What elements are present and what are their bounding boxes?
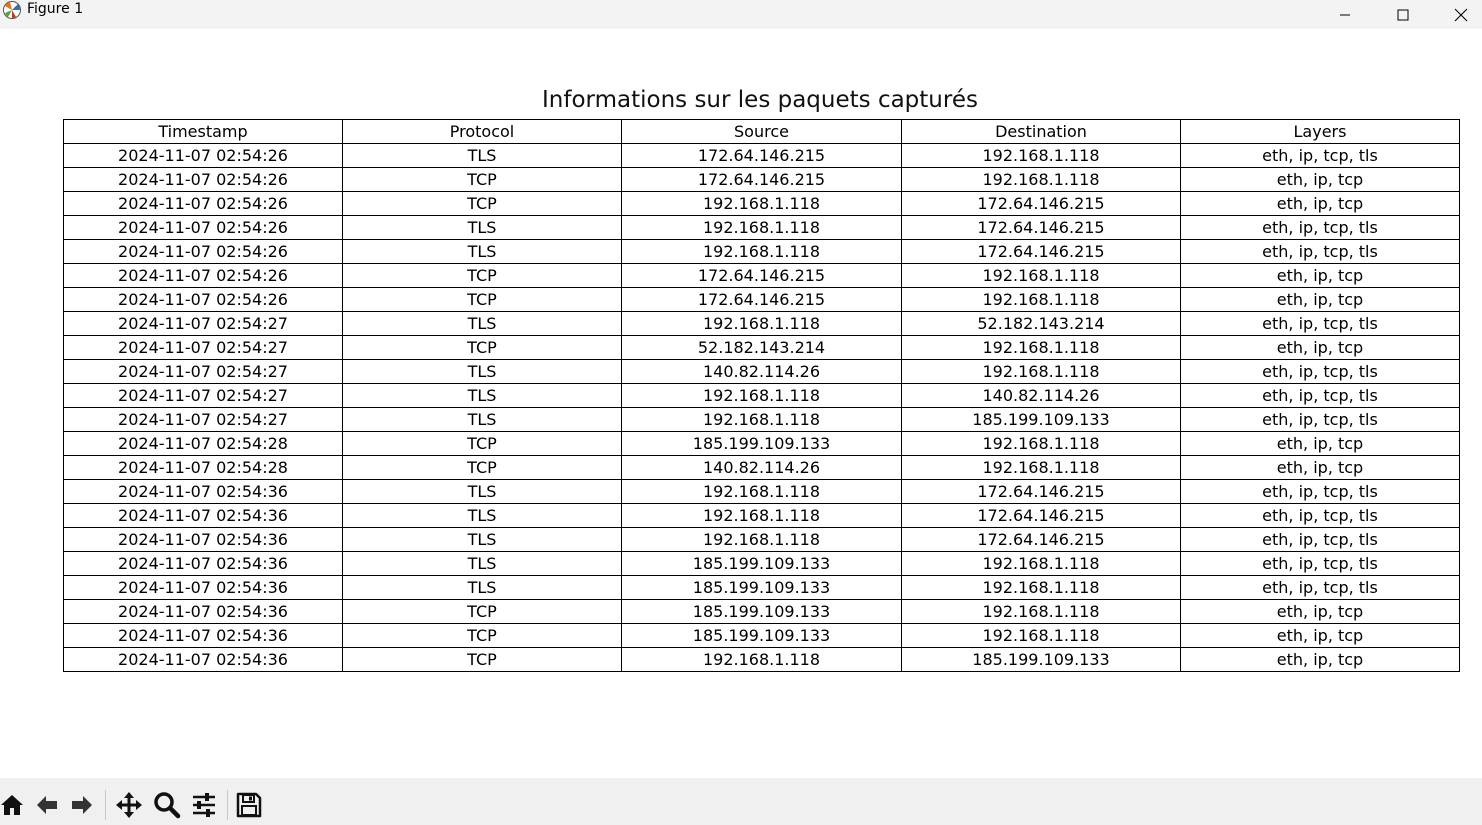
cell-timestamp: 2024-11-07 02:54:26: [64, 192, 343, 216]
cell-protocol: TCP: [343, 336, 622, 360]
cell-timestamp: 2024-11-07 02:54:36: [64, 624, 343, 648]
cell-layers: eth, ip, tcp, tls: [1181, 240, 1460, 264]
cell-protocol: TLS: [343, 408, 622, 432]
table-row: [64, 528, 1460, 552]
forward-icon: [69, 792, 95, 818]
close-button[interactable]: [1432, 0, 1482, 29]
table-row: [64, 312, 1460, 336]
matplotlib-logo-icon: [2, 0, 22, 20]
column-header-timestamp: Timestamp: [64, 120, 343, 144]
cell-layers: eth, ip, tcp, tls: [1181, 408, 1460, 432]
cell-protocol: TLS: [343, 216, 622, 240]
pan-button[interactable]: [114, 790, 144, 820]
cell-protocol: TLS: [343, 480, 622, 504]
cell-destination: 172.64.146.215: [902, 528, 1181, 552]
cell-timestamp: 2024-11-07 02:54:26: [64, 144, 343, 168]
table-row: [64, 360, 1460, 384]
cell-destination: 52.182.143.214: [902, 312, 1181, 336]
cell-source: 140.82.114.26: [622, 456, 902, 480]
maximize-icon: [1397, 9, 1409, 21]
cell-destination: 192.168.1.118: [902, 552, 1181, 576]
table-row: [64, 504, 1460, 528]
table-row: [64, 384, 1460, 408]
table-row: [64, 600, 1460, 624]
cell-source: 185.199.109.133: [622, 432, 902, 456]
window-title: Figure 1: [27, 1, 84, 17]
home-icon: [0, 792, 25, 818]
cell-destination: 192.168.1.118: [902, 432, 1181, 456]
table-row: [64, 576, 1460, 600]
table-row: [64, 624, 1460, 648]
packets-table: [63, 119, 1460, 672]
cell-timestamp: 2024-11-07 02:54:27: [64, 384, 343, 408]
cell-timestamp: 2024-11-07 02:54:27: [64, 408, 343, 432]
cell-destination: 172.64.146.215: [902, 192, 1181, 216]
table-row: [64, 336, 1460, 360]
column-header-source: Source: [622, 120, 902, 144]
table-row: [64, 456, 1460, 480]
cell-destination: 192.168.1.118: [902, 456, 1181, 480]
cell-timestamp: 2024-11-07 02:54:36: [64, 552, 343, 576]
cell-destination: 192.168.1.118: [902, 336, 1181, 360]
cell-timestamp: 2024-11-07 02:54:26: [64, 264, 343, 288]
cell-source: 192.168.1.118: [622, 312, 902, 336]
cell-source: 192.168.1.118: [622, 408, 902, 432]
home-button[interactable]: [0, 790, 27, 820]
cell-source: 192.168.1.118: [622, 480, 902, 504]
cell-protocol: TCP: [343, 264, 622, 288]
cell-protocol: TCP: [343, 648, 622, 672]
cell-layers: eth, ip, tcp: [1181, 288, 1460, 312]
table-row: [64, 264, 1460, 288]
cell-protocol: TLS: [343, 144, 622, 168]
cell-protocol: TLS: [343, 384, 622, 408]
cell-layers: eth, ip, tcp: [1181, 264, 1460, 288]
cell-destination: 192.168.1.118: [902, 168, 1181, 192]
back-icon: [34, 792, 60, 818]
cell-protocol: TCP: [343, 600, 622, 624]
column-header-destination: Destination: [902, 120, 1181, 144]
cell-destination: 192.168.1.118: [902, 600, 1181, 624]
cell-protocol: TCP: [343, 168, 622, 192]
cell-timestamp: 2024-11-07 02:54:27: [64, 360, 343, 384]
cell-protocol: TLS: [343, 528, 622, 552]
cell-source: 185.199.109.133: [622, 576, 902, 600]
cell-source: 192.168.1.118: [622, 528, 902, 552]
cell-destination: 192.168.1.118: [902, 360, 1181, 384]
cell-timestamp: 2024-11-07 02:54:26: [64, 168, 343, 192]
cell-layers: eth, ip, tcp: [1181, 192, 1460, 216]
cell-layers: eth, ip, tcp, tls: [1181, 216, 1460, 240]
cell-protocol: TLS: [343, 552, 622, 576]
table-row: [64, 648, 1460, 672]
forward-button[interactable]: [67, 790, 97, 820]
figure-canvas: [0, 29, 1482, 778]
table-row: [64, 432, 1460, 456]
cell-destination: 172.64.146.215: [902, 480, 1181, 504]
table-row: [64, 168, 1460, 192]
cell-layers: eth, ip, tcp: [1181, 600, 1460, 624]
cell-source: 192.168.1.118: [622, 192, 902, 216]
cell-source: 192.168.1.118: [622, 648, 902, 672]
cell-protocol: TCP: [343, 288, 622, 312]
figure-title: Informations sur les paquets capturés: [542, 87, 978, 113]
cell-source: 52.182.143.214: [622, 336, 902, 360]
cell-layers: eth, ip, tcp, tls: [1181, 360, 1460, 384]
cell-destination: 172.64.146.215: [902, 240, 1181, 264]
cell-layers: eth, ip, tcp: [1181, 624, 1460, 648]
cell-layers: eth, ip, tcp: [1181, 432, 1460, 456]
table-row: [64, 288, 1460, 312]
cell-timestamp: 2024-11-07 02:54:26: [64, 240, 343, 264]
toolbar-separator: [227, 790, 228, 820]
cell-protocol: TLS: [343, 504, 622, 528]
cell-destination: 192.168.1.118: [902, 576, 1181, 600]
cell-timestamp: 2024-11-07 02:54:27: [64, 336, 343, 360]
cell-source: 172.64.146.215: [622, 144, 902, 168]
cell-destination: 140.82.114.26: [902, 384, 1181, 408]
minimize-icon: [1339, 9, 1351, 21]
title-bar: [0, 0, 1482, 29]
cell-source: 192.168.1.118: [622, 504, 902, 528]
cell-destination: 192.168.1.118: [902, 288, 1181, 312]
cell-source: 192.168.1.118: [622, 384, 902, 408]
cell-source: 172.64.146.215: [622, 264, 902, 288]
cell-layers: eth, ip, tcp, tls: [1181, 312, 1460, 336]
cell-protocol: TLS: [343, 576, 622, 600]
cell-source: 192.168.1.118: [622, 240, 902, 264]
cell-source: 185.199.109.133: [622, 624, 902, 648]
table-row: [64, 480, 1460, 504]
configure-subplots-button[interactable]: [189, 790, 219, 820]
table-row: [64, 408, 1460, 432]
cell-layers: eth, ip, tcp, tls: [1181, 576, 1460, 600]
table-row: [64, 192, 1460, 216]
cell-layers: eth, ip, tcp: [1181, 168, 1460, 192]
table-row: [64, 144, 1460, 168]
zoom-button[interactable]: [152, 790, 182, 820]
table-row: [64, 240, 1460, 264]
column-header-protocol: Protocol: [343, 120, 622, 144]
cell-timestamp: 2024-11-07 02:54:36: [64, 576, 343, 600]
toolbar-separator: [105, 790, 106, 820]
cell-timestamp: 2024-11-07 02:54:26: [64, 216, 343, 240]
save-button[interactable]: [234, 790, 264, 820]
cell-protocol: TCP: [343, 456, 622, 480]
cell-timestamp: 2024-11-07 02:54:27: [64, 312, 343, 336]
maximize-button[interactable]: [1374, 0, 1432, 29]
close-icon: [1454, 8, 1468, 22]
minimize-button[interactable]: [1316, 0, 1374, 29]
cell-timestamp: 2024-11-07 02:54:36: [64, 528, 343, 552]
cell-layers: eth, ip, tcp, tls: [1181, 480, 1460, 504]
cell-layers: eth, ip, tcp, tls: [1181, 528, 1460, 552]
cell-timestamp: 2024-11-07 02:54:28: [64, 456, 343, 480]
column-header-layers: Layers: [1181, 120, 1460, 144]
cell-timestamp: 2024-11-07 02:54:36: [64, 648, 343, 672]
cell-destination: 172.64.146.215: [902, 216, 1181, 240]
cell-layers: eth, ip, tcp: [1181, 336, 1460, 360]
navigation-toolbar: [0, 778, 1482, 825]
table-row: [64, 216, 1460, 240]
cell-layers: eth, ip, tcp, tls: [1181, 144, 1460, 168]
table-header-row: [64, 120, 1460, 144]
cell-timestamp: 2024-11-07 02:54:28: [64, 432, 343, 456]
cell-destination: 192.168.1.118: [902, 264, 1181, 288]
pan-icon: [115, 791, 143, 819]
cell-protocol: TLS: [343, 360, 622, 384]
cell-protocol: TCP: [343, 624, 622, 648]
cell-timestamp: 2024-11-07 02:54:26: [64, 288, 343, 312]
cell-source: 185.199.109.133: [622, 600, 902, 624]
cell-protocol: TLS: [343, 312, 622, 336]
cell-timestamp: 2024-11-07 02:54:36: [64, 504, 343, 528]
cell-protocol: TLS: [343, 240, 622, 264]
cell-protocol: TCP: [343, 192, 622, 216]
cell-destination: 192.168.1.118: [902, 144, 1181, 168]
cell-destination: 185.199.109.133: [902, 408, 1181, 432]
cell-destination: 172.64.146.215: [902, 504, 1181, 528]
cell-protocol: TCP: [343, 432, 622, 456]
cell-source: 185.199.109.133: [622, 552, 902, 576]
cell-layers: eth, ip, tcp: [1181, 456, 1460, 480]
back-button[interactable]: [32, 790, 62, 820]
cell-layers: eth, ip, tcp, tls: [1181, 504, 1460, 528]
zoom-icon: [153, 791, 181, 819]
cell-source: 192.168.1.118: [622, 216, 902, 240]
save-icon: [236, 792, 262, 818]
cell-source: 172.64.146.215: [622, 288, 902, 312]
cell-layers: eth, ip, tcp, tls: [1181, 384, 1460, 408]
cell-layers: eth, ip, tcp: [1181, 648, 1460, 672]
cell-layers: eth, ip, tcp, tls: [1181, 552, 1460, 576]
cell-timestamp: 2024-11-07 02:54:36: [64, 480, 343, 504]
cell-source: 140.82.114.26: [622, 360, 902, 384]
cell-destination: 192.168.1.118: [902, 624, 1181, 648]
table-row: [64, 552, 1460, 576]
cell-destination: 185.199.109.133: [902, 648, 1181, 672]
cell-source: 172.64.146.215: [622, 168, 902, 192]
configure-subplots-icon: [191, 792, 217, 818]
cell-timestamp: 2024-11-07 02:54:36: [64, 600, 343, 624]
